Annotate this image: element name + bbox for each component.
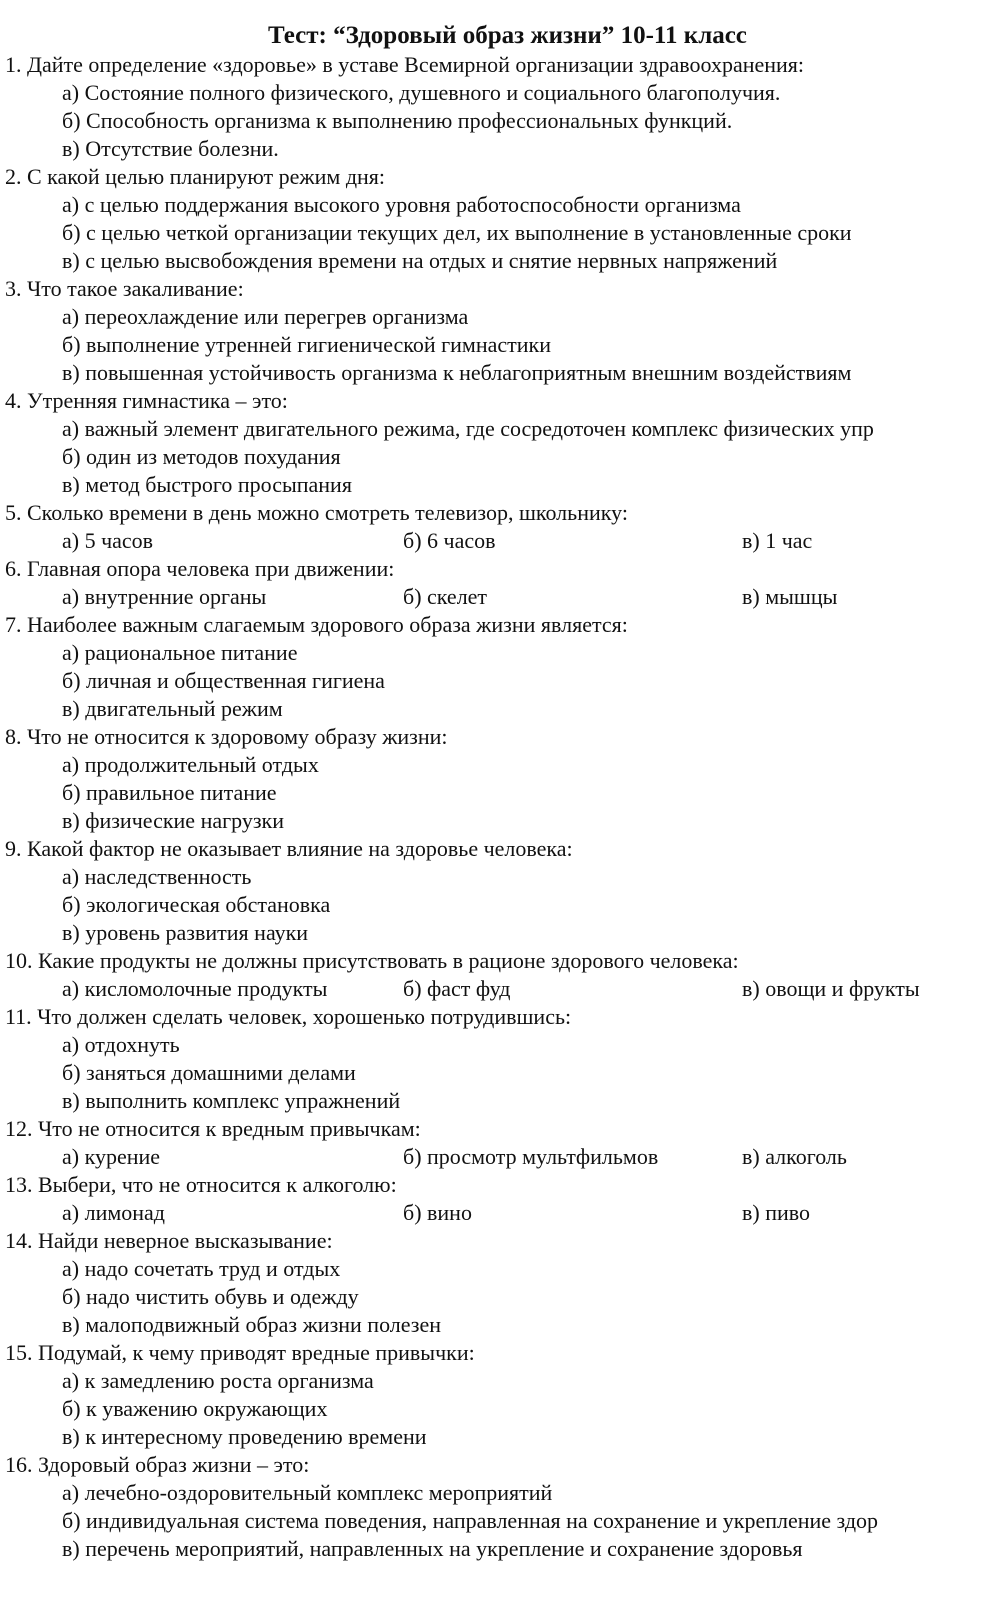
answer-option: а) курение <box>62 1144 161 1169</box>
answer-option: а) важный элемент двигательного режима, где сосредоточен комплекс физических упр <box>62 416 874 441</box>
question-text: 11. Что должен сделать человек, хорошенько потрудившись: <box>5 1004 572 1029</box>
question-text: 6. Главная опора человека при движении: <box>5 556 395 581</box>
answer-option: в) повышенная устойчивость организма к неблагоприятным внешним воздействиям <box>62 360 852 385</box>
answer-option: б) 6 часов <box>403 528 496 553</box>
answer-option: а) лимонад <box>62 1200 165 1225</box>
answer-option: б) с целью четкой организации текущих дел, их выполнение в установленные сроки <box>62 220 852 245</box>
answer-option: б) просмотр мультфильмов <box>403 1144 659 1169</box>
answer-option: в) малоподвижный образ жизни полезен <box>62 1312 442 1337</box>
answer-option: в) с целью высвобождения времени на отдых и снятие нервных напряжений <box>62 248 778 273</box>
answer-option: в) метод быстрого просыпания <box>62 472 352 497</box>
question-text: 7. Наиболее важным слагаемым здорового образа жизни является: <box>5 612 628 637</box>
answer-option: б) индивидуальная система поведения, направленная на сохранение и укрепление здор <box>62 1508 879 1533</box>
answer-option: в) перечень мероприятий, направленных на укрепление и сохранение здоровья <box>62 1536 803 1561</box>
answer-option: б) выполнение утренней гигиенической гимнастики <box>62 332 551 357</box>
question-text: 9. Какой фактор не оказывает влияние на здоровье человека: <box>5 836 573 861</box>
question-text: 5. Сколько времени в день можно смотреть телевизор, школьнику: <box>5 500 628 525</box>
question-text: 15. Подумай, к чему приводят вредные привычки: <box>5 1340 475 1365</box>
answer-option: а) рациональное питание <box>62 640 298 665</box>
answer-option: а) внутренние органы <box>62 584 267 609</box>
answer-option: в) Отсутствие болезни. <box>62 136 279 161</box>
answer-option: б) один из методов похудания <box>62 444 341 469</box>
answer-option: б) правильное питание <box>62 780 277 805</box>
answer-option: а) с целью поддержания высокого уровня работоспособности организма <box>62 192 741 217</box>
answer-option: в) к интересному проведению времени <box>62 1424 427 1449</box>
answer-option: а) надо сочетать труд и отдых <box>62 1256 341 1281</box>
question-text: 2. С какой целью планируют режим дня: <box>5 164 386 189</box>
answer-option: а) 5 часов <box>62 528 154 553</box>
answer-option: в) алкоголь <box>742 1144 847 1169</box>
answer-option: в) 1 час <box>742 528 813 553</box>
answer-option: а) продолжительный отдых <box>62 752 319 777</box>
answer-option: б) фаст фуд <box>403 976 511 1001</box>
answer-option: б) личная и общественная гигиена <box>62 668 385 693</box>
answer-option: б) вино <box>403 1200 472 1225</box>
answer-option: в) выполнить комплекс упражнений <box>62 1088 401 1113</box>
answer-option: б) скелет <box>403 584 488 609</box>
answer-option: б) Способность организма к выполнению профессиональных функций. <box>62 108 733 133</box>
answer-option: в) уровень развития науки <box>62 920 309 945</box>
question-text: 10. Какие продукты не должны присутствовать в рационе здорового человека: <box>5 948 739 973</box>
question-text: 8. Что не относится к здоровому образу жизни: <box>5 724 448 749</box>
question-text: 4. Утренняя гимнастика – это: <box>5 388 288 413</box>
question-text: 16. Здоровый образ жизни – это: <box>5 1452 310 1477</box>
answer-option: б) к уважению окружающих <box>62 1396 328 1421</box>
answer-option: б) экологическая обстановка <box>62 892 331 917</box>
answer-option: в) двигательный режим <box>62 696 283 721</box>
answer-option: в) пиво <box>742 1200 810 1225</box>
answer-option: а) лечебно-оздоровительный комплекс мероприятий <box>62 1480 553 1505</box>
question-text: 3. Что такое закаливание: <box>5 276 244 301</box>
answer-option: а) Состояние полного физического, душевного и социального благополучия. <box>62 80 781 105</box>
answer-option: б) заняться домашними делами <box>62 1060 356 1085</box>
answer-option: а) наследственность <box>62 864 252 889</box>
document-title: Тест: “Здоровый образ жизни” 10-11 класс <box>268 22 747 49</box>
answer-option: б) надо чистить обувь и одежду <box>62 1284 359 1309</box>
question-text: 1. Дайте определение «здоровье» в уставе Всемирной организации здравоохранения: <box>5 52 805 77</box>
answer-option: а) кисломолочные продукты <box>62 976 328 1001</box>
answer-option: в) физические нагрузки <box>62 808 284 833</box>
answer-option: в) овощи и фрукты <box>742 976 920 1001</box>
answer-option: а) переохлаждение или перегрев организма <box>62 304 469 329</box>
question-text: 13. Выбери, что не относится к алкоголю: <box>5 1172 397 1197</box>
answer-option: а) к замедлению роста организма <box>62 1368 374 1393</box>
question-text: 14. Найди неверное высказывание: <box>5 1228 333 1253</box>
answer-option: а) отдохнуть <box>62 1032 180 1057</box>
question-text: 12. Что не относится к вредным привычкам: <box>5 1116 421 1141</box>
answer-option: в) мышцы <box>742 584 838 609</box>
